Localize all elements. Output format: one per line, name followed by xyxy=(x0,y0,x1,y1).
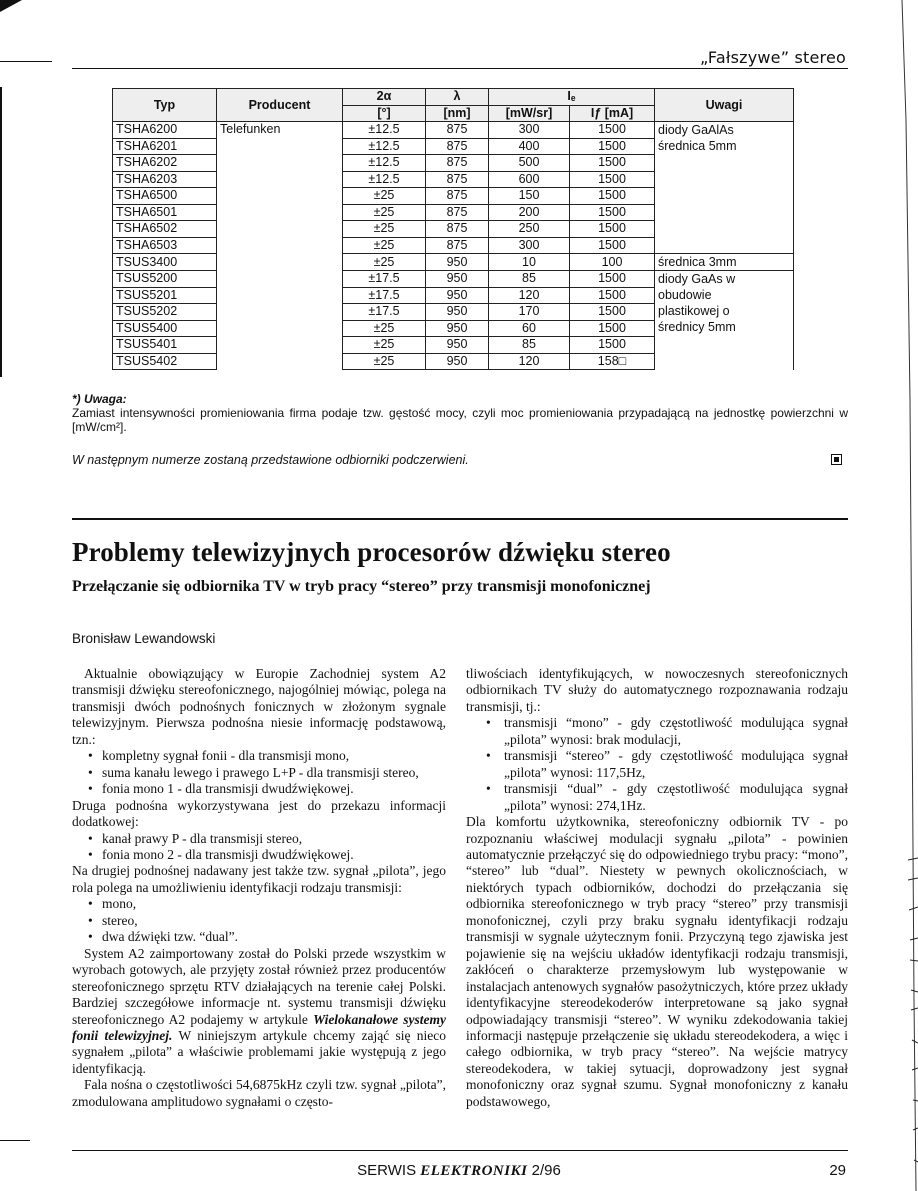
cell-angle: ±12.5 xyxy=(343,155,426,172)
cell-forward-current: 1500 xyxy=(570,237,655,254)
ir-diode-table xyxy=(112,88,794,370)
table-row xyxy=(113,122,794,139)
cell-notes xyxy=(655,271,794,370)
cell-wavelength: 950 xyxy=(426,337,489,354)
cell-intensity: 10 xyxy=(489,254,570,271)
list-item: • transmisji “stereo” - gdy częstotliwość modulująca sygnał „pilota” wynosi: 117,5Hz, xyxy=(466,748,848,781)
cell-intensity: 300 xyxy=(489,122,570,139)
paragraph-text: System A2 zaimportowany został do Polski przede wszystkim w wyrobach gotowych, ale przyjęty został również przez producentów stereofonicznego sprzętu RTV działających na terenie całej Polski. Bardziej szczegółowe informacje nt. systemu transmisji dźwięku stereofonicznego A2 podajemy w artykule xyxy=(72,945,446,1027)
bullet-list-transmission-types xyxy=(72,896,446,945)
col-header-producent: Producent xyxy=(217,89,343,122)
cell-intensity: 500 xyxy=(489,155,570,172)
col-unit-if: Iƒ [mA] xyxy=(570,105,655,122)
cell-type: TSUS3400 xyxy=(113,254,217,271)
bullet-list-second-subcarrier xyxy=(72,831,446,864)
cell-wavelength: 875 xyxy=(426,188,489,205)
bullet-list-first-subcarrier xyxy=(72,748,446,797)
list-item: • kanał prawy P - dla transmisji stereo, xyxy=(72,831,446,847)
list-item: • fonia mono 2 - dla transmisji dwudźwiękowej. xyxy=(72,847,446,863)
cell-forward-current: 1500 xyxy=(570,204,655,221)
margin-bar-left xyxy=(0,87,2,377)
header-rule xyxy=(72,68,848,69)
cell-type: TSHA6503 xyxy=(113,237,217,254)
cell-type: TSUS5402 xyxy=(113,353,217,370)
cell-angle: ±25 xyxy=(343,204,426,221)
scan-edge-noise xyxy=(896,0,918,1191)
list-item: • fonia mono 1 - dla transmisji dwudźwiękowej. xyxy=(72,781,446,797)
article-author: Bronisław Lewandowski xyxy=(72,631,216,646)
cell-intensity: 600 xyxy=(489,171,570,188)
cell-angle: ±17.5 xyxy=(343,304,426,321)
margin-tick-top xyxy=(0,61,52,62)
cell-angle: ±25 xyxy=(343,353,426,370)
cell-producer: Telefunken xyxy=(217,122,343,370)
cell-angle: ±12.5 xyxy=(343,171,426,188)
cell-type: TSHA6202 xyxy=(113,155,217,172)
cell-forward-current: 1500 xyxy=(570,122,655,139)
article-reference: Wielokanałowe systemy fonii telewizyjnej. xyxy=(72,1011,446,1043)
article-title: Problemy telewizyjnych procesorów dźwięku stereo xyxy=(72,537,671,567)
paragraph: Fala nośna o częstotliwości 54,6875kHz czyli tzw. sygnał „pilota”, zmodulowana amplitudowo sygnałami o często- xyxy=(72,1077,446,1109)
scan-corner-mark xyxy=(0,0,30,14)
footnote-title: *) Uwaga: xyxy=(72,392,127,406)
cell-type: TSHA6502 xyxy=(113,221,217,238)
cell-wavelength: 875 xyxy=(426,204,489,221)
cell-forward-current: 1500 xyxy=(570,287,655,304)
cell-intensity: 200 xyxy=(489,204,570,221)
cell-intensity: 85 xyxy=(489,271,570,288)
article-divider xyxy=(72,518,848,520)
cell-wavelength: 875 xyxy=(426,171,489,188)
note-line: obudowie xyxy=(658,288,712,302)
cell-wavelength: 950 xyxy=(426,304,489,321)
cell-type: TSHA6203 xyxy=(113,171,217,188)
cell-angle: ±25 xyxy=(343,237,426,254)
table-row xyxy=(113,254,794,271)
paragraph: Druga podnośna wykorzystywana jest do przekazu informacji dodatkowej: xyxy=(72,797,446,830)
cell-type: TSHA6200 xyxy=(113,122,217,139)
list-item: • suma kanału lewego i prawego L+P - dla transmisji stereo, xyxy=(72,765,446,781)
cell-angle: ±25 xyxy=(343,221,426,238)
cell-wavelength: 950 xyxy=(426,271,489,288)
list-item: • transmisji “mono” - gdy częstotliwość modulująca sygnał „pilota” wynosi: brak modulacji, xyxy=(466,715,848,748)
footer-rule xyxy=(72,1150,848,1151)
cell-wavelength: 950 xyxy=(426,287,489,304)
cell-angle: ±25 xyxy=(343,337,426,354)
paragraph xyxy=(72,946,446,1078)
cell-type: TSHA6500 xyxy=(113,188,217,205)
list-item: • stereo, xyxy=(72,913,446,929)
cell-intensity: 60 xyxy=(489,320,570,337)
paragraph: Dla komfortu użytkownika, stereofoniczny odbiornik TV - po rozpoznaniu właściwej modulacji sygnału „pilota” - powinien automatycznie przełączyć się do odpowiedniego trybu pracy: “mono”, “stereo” lub “dual”. Niestety w pewnych okolicznościach, w niektórych typach odbiorników, dochodzi do przełączania się odbiornika stereofonicznego w tryb pracy “stereo” przy transmisji monofonicznej, czyli przy braku sygnału identyfikacji rodzaju transmisji w sygnale użytecznym fonii. Przyczyną tego zjawiska jest pojawienie się na wejściu układów identyfikacji rodzaju transmisji, zakłóceń o charakterze przemysłowym lub występowanie w instalacjach antenowych sygnałów pasożytniczych, które przez układy identyfikacyjne stereodekoderów interpretowane są jako sygnał odpowiadający transmisji “stereo”. W wyniku zdekodowania takiej informacji następuje przełączenie się układu stereodekodera, a więc i całego odbiornika, w tryb pracy “stereo”. Na wejście matrycy stereodekodera, w takiej sytuacji, doprowadzony jest sygnał monofoniczny oraz sygnał szumu. Sygnał monofoniczny z kanału podstawowego, xyxy=(466,814,848,1109)
cell-type: TSUS5201 xyxy=(113,287,217,304)
cell-forward-current: 1500 xyxy=(570,155,655,172)
article-subtitle: Przełączanie się odbiornika TV w tryb pracy “stereo” przy transmisji monofonicznej xyxy=(72,578,651,595)
note-line: diody GaAs w xyxy=(658,272,736,286)
paragraph: Aktualnie obowiązujący w Europie Zachodniej system A2 transmisji dźwięku stereofonicznego, najogólniej mówiąc, polega na transmisji dwóch podnośnych fonicznych w złożonym sygnale telewizyjnym. Pierwsza podnośna niesie informację podstawową, tzn.: xyxy=(72,666,446,747)
note-line: średnica 5mm xyxy=(658,139,737,153)
list-item: • transmisji “dual” - gdy częstotliwość modulująca sygnał „pilota” wynosi: 274,1Hz. xyxy=(466,781,848,814)
cell-forward-current: 1500 xyxy=(570,221,655,238)
list-item: • kompletny sygnał fonii - dla transmisji mono, xyxy=(72,748,446,764)
cell-angle: ±12.5 xyxy=(343,122,426,139)
paragraph-text: W niniejszym artykule chcemy zająć się nieco sygnałem „pilota” a właściwie problemami jakie występują z jego identyfikacją. xyxy=(72,1027,446,1076)
cell-type: TSUS5401 xyxy=(113,337,217,354)
cell-type: TSUS5400 xyxy=(113,320,217,337)
cell-angle: ±17.5 xyxy=(343,271,426,288)
cell-forward-current: 100 xyxy=(570,254,655,271)
magazine-footer xyxy=(0,1162,918,1180)
footer-magazine-name: ELEKTRONIKI xyxy=(420,1163,528,1179)
cell-intensity: 170 xyxy=(489,304,570,321)
cell-forward-current: 1500 xyxy=(570,171,655,188)
margin-tick-bottom xyxy=(0,1140,30,1141)
cell-wavelength: 950 xyxy=(426,320,489,337)
cell-angle: ±25 xyxy=(343,320,426,337)
cell-wavelength: 875 xyxy=(426,221,489,238)
cell-wavelength: 875 xyxy=(426,237,489,254)
col-header-ie: Iₑ xyxy=(489,89,655,106)
cell-intensity: 300 xyxy=(489,237,570,254)
cell-forward-current: 1500 xyxy=(570,337,655,354)
article-column-left xyxy=(72,666,446,1110)
footer-issue: 2/96 xyxy=(527,1162,561,1179)
note-line: średnicy 5mm xyxy=(658,320,736,334)
table-footnote xyxy=(72,392,848,434)
list-item: • mono, xyxy=(72,896,446,912)
paragraph: Na drugiej podnośnej nadawany jest także tzw. sygnał „pilota”, jego rola polega na umożliwieniu identyfikacji rodzaju transmisji: xyxy=(72,863,446,895)
cell-forward-current: 158□ xyxy=(570,353,655,370)
cell-intensity: 400 xyxy=(489,138,570,155)
cell-intensity: 150 xyxy=(489,188,570,205)
col-unit-angle: [°] xyxy=(343,105,426,122)
bullet-list-pilot-modulation xyxy=(466,715,848,814)
cell-forward-current: 1500 xyxy=(570,320,655,337)
end-of-article-mark xyxy=(831,454,842,465)
col-header-uwagi: Uwagi xyxy=(655,89,794,122)
table-row xyxy=(113,271,794,288)
cell-forward-current: 1500 xyxy=(570,271,655,288)
col-unit-lambda: [nm] xyxy=(426,105,489,122)
cell-type: TSHA6501 xyxy=(113,204,217,221)
cell-type: TSUS5200 xyxy=(113,271,217,288)
cell-intensity: 120 xyxy=(489,353,570,370)
list-item: • dwa dźwięki tzw. “dual”. xyxy=(72,929,446,945)
note-line: plastikowej o xyxy=(658,304,730,318)
cell-wavelength: 950 xyxy=(426,353,489,370)
footnote-text: Zamiast intensywności promieniowania firma podaje tzw. gęstość mocy, czyli moc promieniowania przypadającą na jednostkę powierzchni w [mW/cm²]. xyxy=(72,406,848,434)
cell-intensity: 250 xyxy=(489,221,570,238)
cell-angle: ±12.5 xyxy=(343,138,426,155)
cell-wavelength: 875 xyxy=(426,138,489,155)
paragraph: tliwościach identyfikujących, w nowoczesnych stereofonicznych odbiornikach TV służy do automatycznego rozpoznawania rodzaju transmisji, tj.: xyxy=(466,666,848,714)
cell-forward-current: 1500 xyxy=(570,304,655,321)
cell-wavelength: 875 xyxy=(426,122,489,139)
note-line: diody GaAlAs xyxy=(658,123,734,137)
next-issue-teaser: W następnym numerze zostaną przedstawione odbiorniki podczerwieni. xyxy=(72,453,469,467)
cell-intensity: 85 xyxy=(489,337,570,354)
cell-notes xyxy=(655,254,794,271)
cell-wavelength: 950 xyxy=(426,254,489,271)
cell-forward-current: 1500 xyxy=(570,188,655,205)
cell-angle: ±17.5 xyxy=(343,287,426,304)
cell-type: TSUS5202 xyxy=(113,304,217,321)
running-title: „Fałszywe” stereo xyxy=(699,48,846,67)
page-number: 29 xyxy=(829,1162,846,1179)
cell-angle: ±25 xyxy=(343,188,426,205)
cell-type: TSHA6201 xyxy=(113,138,217,155)
cell-forward-current: 1500 xyxy=(570,138,655,155)
cell-intensity: 120 xyxy=(489,287,570,304)
col-header-lambda: λ xyxy=(426,89,489,106)
col-header-typ: Typ xyxy=(113,89,217,122)
cell-notes xyxy=(655,122,794,254)
cell-wavelength: 875 xyxy=(426,155,489,172)
article-column-right xyxy=(466,666,848,1110)
col-unit-ie: [mW/sr] xyxy=(489,105,570,122)
col-header-angle: 2α xyxy=(343,89,426,106)
cell-angle: ±25 xyxy=(343,254,426,271)
note-line: średnica 3mm xyxy=(658,255,737,269)
footer-serwis: SERWIS xyxy=(357,1162,421,1179)
